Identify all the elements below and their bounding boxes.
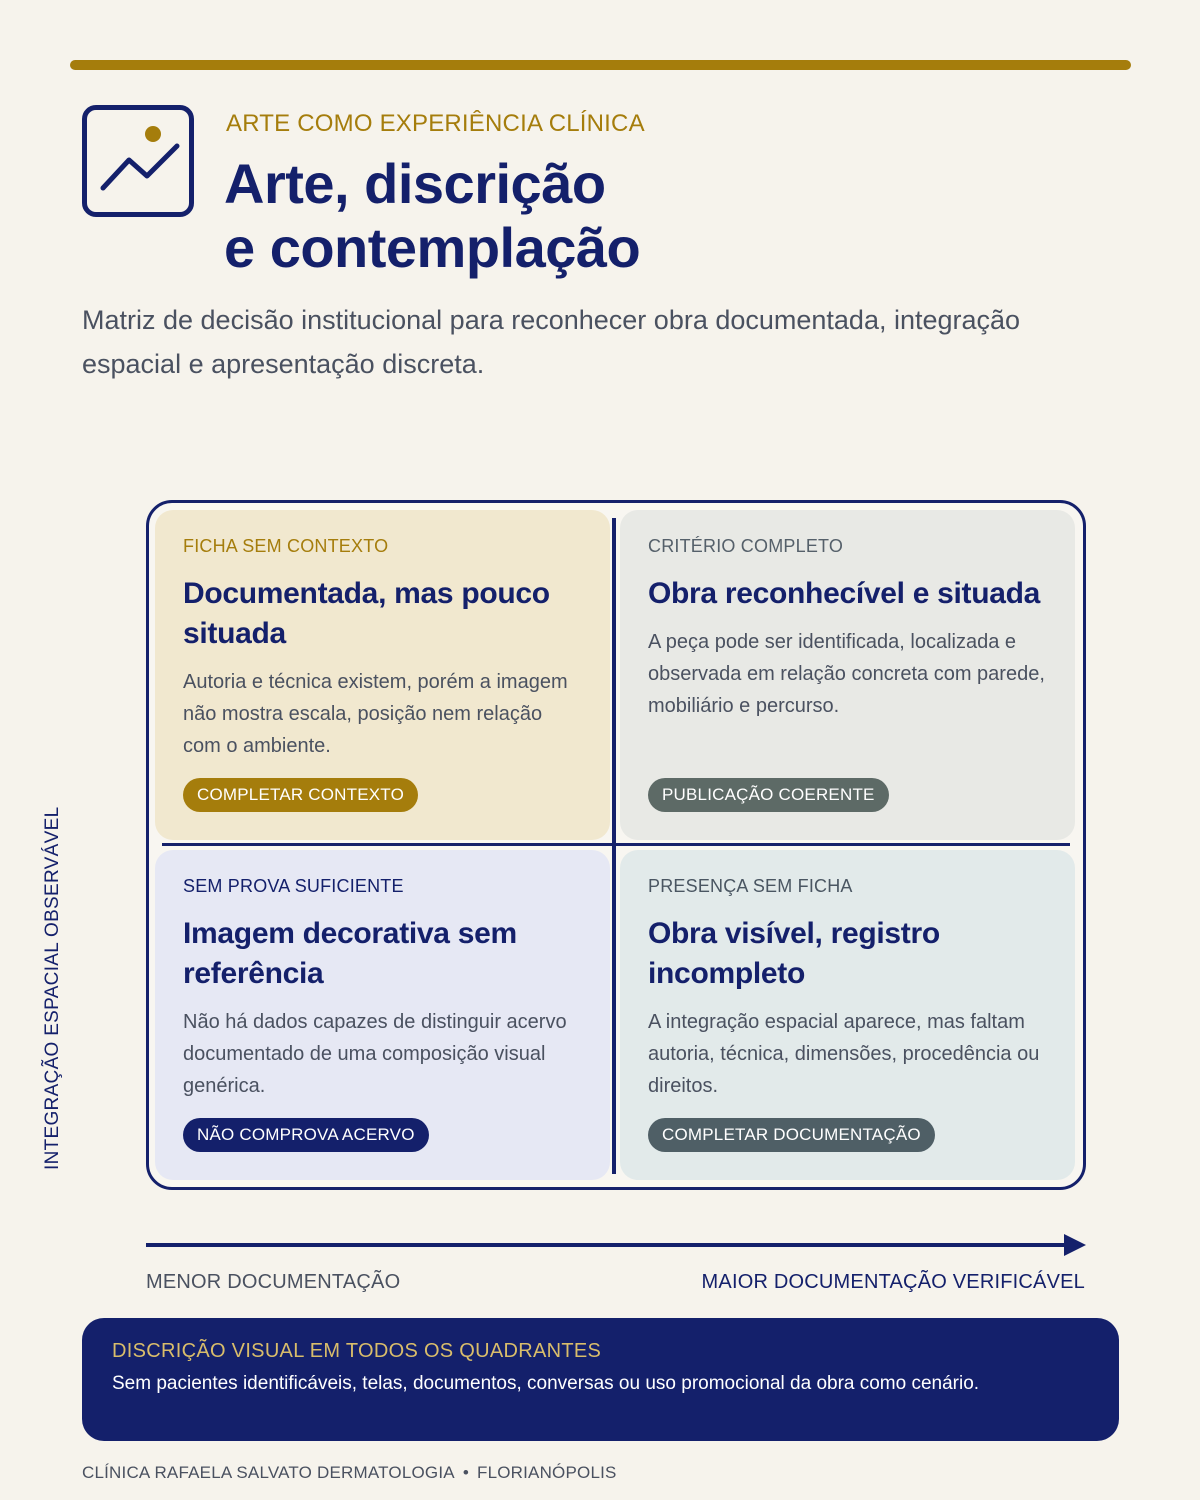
quadrant-title: Imagem decorativa sem referência	[183, 917, 517, 990]
quadrant-text: A peça pode ser identificada, localizada e observada em relação concreta com parede, mobiliário e percurso.	[648, 631, 1045, 717]
page-title	[224, 152, 640, 280]
matrix-vertical-divider	[612, 518, 616, 1174]
quadrant-text: Não há dados capazes de distinguir acervo documentado de uma composição visual genérica.	[183, 1011, 567, 1097]
y-axis-label: INTEGRAÇÃO ESPACIAL OBSERVÁVEL	[42, 806, 63, 1170]
footer-city: FLORIANÓPOLIS	[476, 1463, 617, 1482]
quadrant-label: FICHA SEM CONTEXTO	[183, 536, 389, 556]
quadrant-status-pill: COMPLETAR DOCUMENTAÇÃO	[648, 1118, 935, 1152]
page-title-line2: e contemplação	[224, 216, 641, 279]
top-accent-rule	[70, 60, 1131, 70]
footer-separator: •	[462, 1463, 469, 1482]
quadrant-status-pill: COMPLETAR CONTEXTO	[183, 778, 418, 812]
matrix-horizontal-divider	[162, 843, 1070, 846]
quadrant-top-right	[620, 510, 1075, 840]
quadrant-status-pill: PUBLICAÇÃO COERENTE	[648, 778, 889, 812]
quadrant-title: Obra reconhecível e situada	[648, 577, 1041, 610]
quadrant-status-pill: NÃO COMPROVA ACERVO	[183, 1118, 429, 1152]
quadrant-label: PRESENÇA SEM FICHA	[648, 876, 853, 896]
banner-title: DISCRIÇÃO VISUAL EM TODOS OS QUADRANTES	[112, 1340, 602, 1362]
page-subtitle: Matriz de decisão institucional para reconhecer obra documentada, integração espacial e apresentação discreta.	[82, 305, 1021, 379]
page-title-line1: Arte, discrição	[224, 152, 606, 215]
x-axis-arrow-icon	[146, 1232, 1088, 1258]
quadrant-title: Documentada, mas pouco situada	[183, 577, 550, 650]
quadrant-bottom-left	[155, 850, 610, 1180]
x-axis-label-right: MAIOR DOCUMENTAÇÃO VERIFICÁVEL	[701, 1271, 1085, 1293]
footer-clinic: CLÍNICA RAFAELA SALVATO DERMATOLOGIA	[82, 1463, 455, 1482]
quadrant-bottom-right	[620, 850, 1075, 1180]
banner-text: Sem pacientes identificáveis, telas, documentos, conversas ou uso promocional da obra como cenário.	[112, 1373, 980, 1394]
eyebrow-label: ARTE COMO EXPERIÊNCIA CLÍNICA	[226, 110, 645, 137]
discretion-banner	[82, 1318, 1119, 1441]
quadrant-title: Obra visível, registro incompleto	[648, 917, 940, 990]
footer	[82, 1463, 617, 1483]
quadrant-text: A integração espacial aparece, mas faltam autoria, técnica, dimensões, procedência ou direitos.	[648, 1011, 1040, 1097]
quadrant-label: CRITÉRIO COMPLETO	[648, 536, 844, 556]
image-chart-icon	[82, 105, 194, 217]
quadrant-text: Autoria e técnica existem, porém a imagem não mostra escala, posição nem relação com o ambiente.	[183, 671, 568, 757]
x-axis-label-left: MENOR DOCUMENTAÇÃO	[146, 1271, 401, 1293]
quadrant-top-left	[155, 510, 610, 840]
quadrant-label: SEM PROVA SUFICIENTE	[183, 876, 404, 896]
